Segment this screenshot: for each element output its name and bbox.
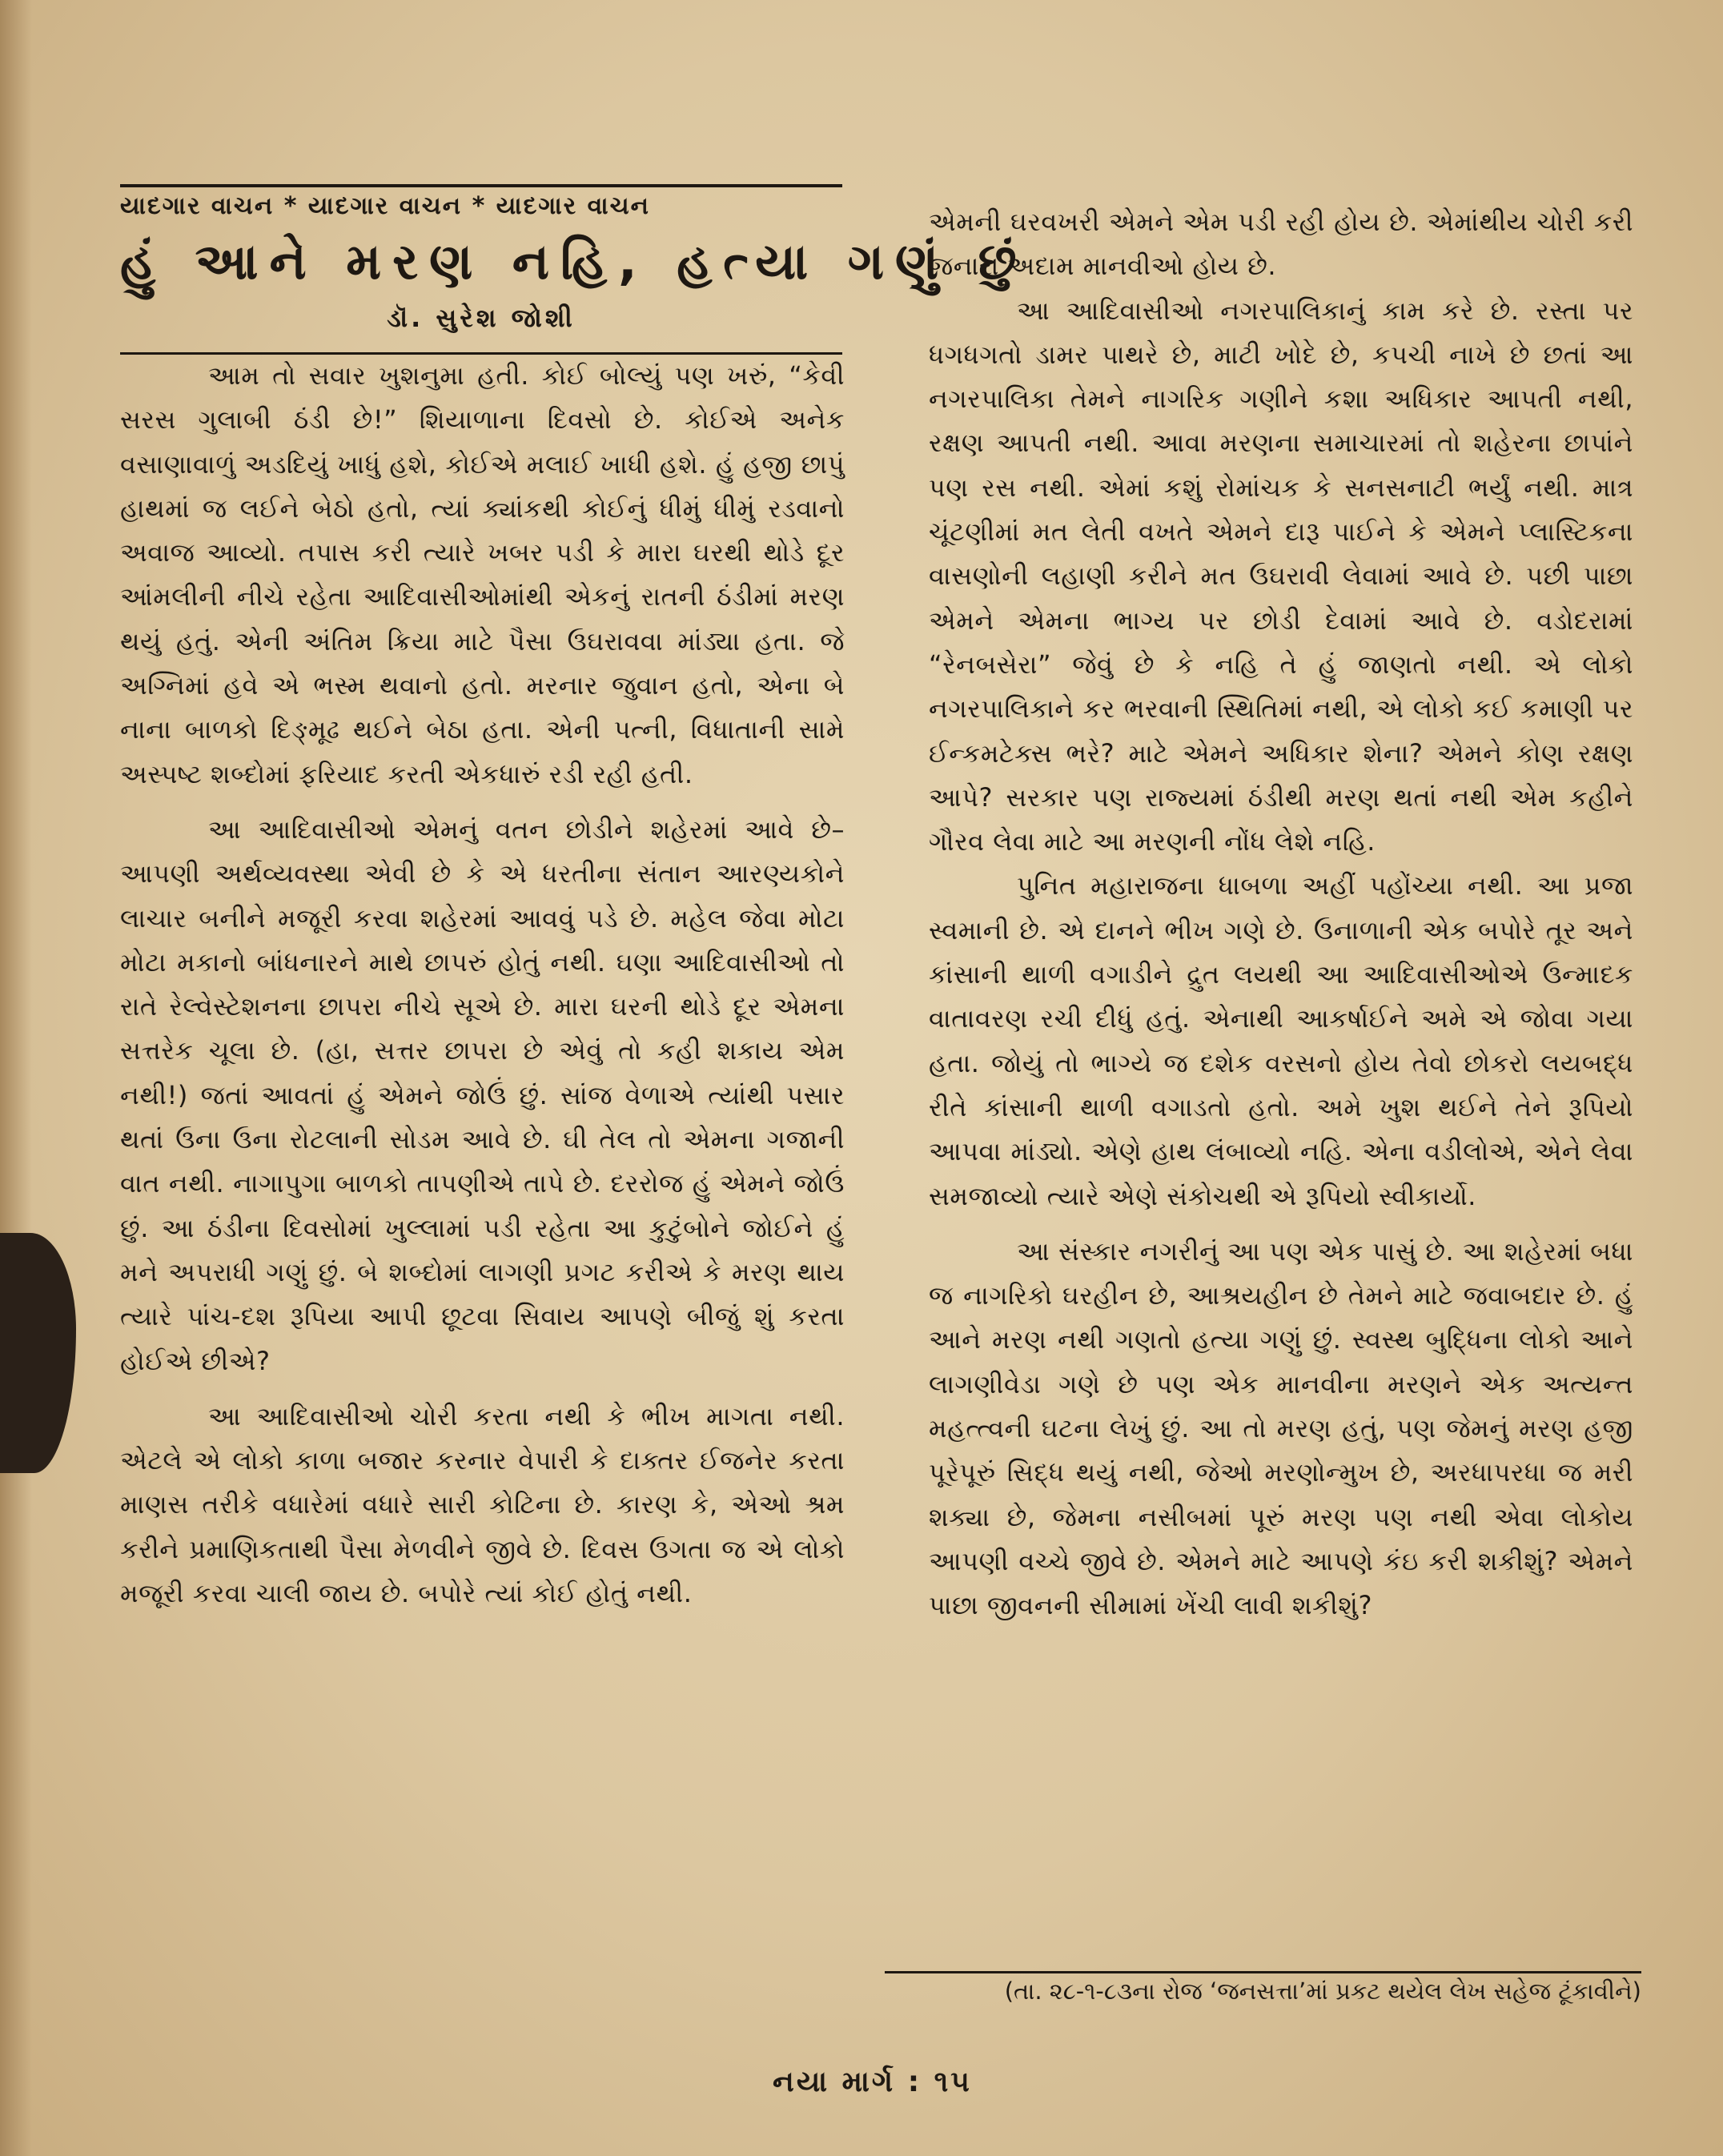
- page-footer: નયા માર્ગ : ૧૫: [773, 2066, 972, 2098]
- paragraph: પુનિત મહારાજના ધાબળા અહીં પહોંચ્યા નથી. આ પ્રજા સ્વમાની છે. એ દાનને ભીખ ગણે છે. ઉનાળાની એક બપોરે તૂર અને કાંસાની થાળી વગાડીને દ્રુત લયથી આ આદિવાસીઓએ ઉન્માદક વાતાવરણ રચી દીધું હતું. એનાથી આકર્ષાઈને અમે એ જોવા ગયા હતા. જોયું તો ભાગ્યે જ દશેક વરસનો હોય તેવો છોકરો લયબદ્ધ રીતે કાંસાની થાળી વગાડતો હતો. અમે ખુશ થઈને તેને રૂપિયો આપવા માંડ્યો. એણે હાથ લંબાવ્યો નહિ. એના વડીલોએ, એને લેવા સમજાવ્યો ત્યારે એણે સંકોચથી એ રૂપિયો સ્વીકાર્યો.: [929, 870, 1633, 1211]
- author-byline: ડૉ. સુરેશ જોશી: [387, 303, 576, 333]
- series-label: યાદગાર વાચન * યાદગાર વાચન * યાદગાર વાચન: [120, 192, 651, 220]
- paragraph: આમ તો સવાર ખુશનુમા હતી. કોઈ બોલ્યું પણ ખરું, “કેવી સરસ ગુલાબી ઠંડી છે!” શિયાળાના દિવસો છે. કોઈએ અનેક વસાણાવાળું અડદિયું ખાધું હશે, કોઈએ મલાઈ ખાધી હશે. હું હજી છાપું હાથમાં જ લઈને બેઠો હતો, ત્યાં ક્યાંકથી કોઈનું ધીમું ધીમું રડવાનો અવાજ આવ્યો. તપાસ કરી ત્યારે ખબર પડી કે મારા ઘરથી થોડે દૂર આંમલીની નીચે રહેતા આદિવાસીઓમાંથી એકનું રાતની ઠંડીમાં મરણ થયું હતું. એની અંતિમ ક્રિયા માટે પૈસા ઉઘરાવવા માંડ્યા હતા. જે અગ્નિમાં હવે એ ભસ્મ થવાનો હતો. મરનાર જુવાન હતો, એના બે નાના બાળકો દિઙ્મૂઢ થઈને બેઠા હતા. એની પત્ની, વિધાતાની સામે અસ્પષ્ટ શબ્દોમાં ફરિયાદ કરતી એકધારું રડી રહી હતી.: [120, 360, 845, 789]
- paragraph: આ આદિવાસીઓ ચોરી કરતા નથી કે ભીખ માગતા નથી. એટલે એ લોકો કાળા બજાર કરનાર વેપારી કે દાક્તર ઈજનેર કરતા માણસ તરીકે વધારેમાં વધારે સારી કોટિના છે. કારણ કે, એઓ શ્રમ કરીને પ્રમાણિકતાથી પૈસા મેળવીને જીવે છે. દિવસ ઉગતા જ એ લોકો મજૂરી કરવા ચાલી જાય છે. બપોરે ત્યાં કોઈ હોતું નથી.: [120, 1400, 845, 1609]
- left-column: [120, 354, 845, 1616]
- torn-edge: [0, 1233, 76, 1473]
- article-title: હું આને મરણ નહિ, હત્યા ગણું છું: [120, 232, 1028, 291]
- footnote-rule: [885, 1971, 1641, 1973]
- paragraph: આ સંસ્કાર નગરીનું આ પણ એક પાસું છે. આ શહેરમાં બધા જ નાગરિકો ઘરહીન છે, આશ્રયહીન છે તેમને માટે જવાબદાર છે. હું આને મરણ નથી ગણતો હત્યા ગણું છું. સ્વસ્થ બુદ્ધિના લોકો આને લાગણીવેડા ગણે છે પણ એક માનવીના મરણને એક અત્યન્ત મહત્ત્વની ઘટના લેખું છું. આ તો મરણ હતું, પણ જેમનું મરણ હજી પૂરેપૂરું સિદ્ધ થયું નથી, જેઓ મરણોન્મુખ છે, અરધાપરધા જ મરી શક્યા છે, જેમના નસીબમાં પૂરું મરણ પણ નથી એવા લોકોય આપણી વચ્ચે જીવે છે. એમને માટે આપણે કંઇ કરી શકીશું? એમને પાછા જીવનની સીમામાં ખેંચી લાવી શકીશું?: [929, 1235, 1633, 1621]
- header-rule: [120, 184, 842, 187]
- paragraph: આ આદિવાસીઓ એમનું વતન છોડીને શહેરમાં આવે છે–આપણી અર્થવ્યવસ્થા એવી છે કે એ ધરતીના સંતાન આરણ્યકોને લાચાર બનીને મજૂરી કરવા શહેરમાં આવવું પડે છે. મહેલ જેવા મોટા મોટા મકાનો બાંધનારને માથે છાપરું હોતું નથી. ઘણા આદિવાસીઓ તો રાતે રેલ્વેસ્ટેશનના છાપરા નીચે સૂએ છે. મારા ઘરની થોડે દૂર એમના સત્તરેક ચૂલા છે. (હા, સત્તર છાપરા છે એવું તો કહી શકાય એમ નથી!) જતાં આવતાં હું એમને જોઉં છું. સાંજ વેળાએ ત્યાંથી પસાર થતાં ઉના ઉના રોટલાની સોડમ આવે છે. ઘી તેલ તો એમના ગજાની વાત નથી. નાગાપુગા બાળકો તાપણીએ તાપે છે. દરરોજ હું એમને જોઉં છું. આ ઠંડીના દિવસોમાં ખુલ્લામાં પડી રહેતા આ કુટુંબોને જોઈને હું મને અપરાધી ગણું છું. બે શબ્દોમાં લાગણી પ્રગટ કરીએ કે મરણ થાય ત્યારે પાંચ-દશ રૂપિયા આપી છૂટવા સિવાય આપણે બીજું શું કરતા હોઈએ છીએ?: [120, 813, 845, 1376]
- source-footnote: (તા. ૨૮-૧-૮૩ના રોજ ‘જનસત્તા’માં પ્રકટ થયેલ લેખ સહેજ ટૂંકાવીને): [1004, 1977, 1641, 2005]
- paragraph: આ આદિવાસીઓ નગરપાલિકાનું કામ કરે છે. રસ્તા પર ધગધગતો ડામર પાથરે છે, માટી ખોદે છે, કપચી નાખે છે છતાં આ નગરપાલિકા તેમને નાગરિક ગણીને કશા અધિકાર આપતી નથી, રક્ષણ આપતી નથી. આવા મરણના સમાચારમાં તો શહેરના છાપાંને પણ રસ નથી. એમાં કશું રોમાંચક કે સનસનાટી ભર્યું નથી. માત્ર ચૂંટણીમાં મત લેતી વખતે એમને દારૂ પાઈને કે એમને પ્લાસ્ટિકના વાસણોની લહાણી કરીને મત ઉઘરાવી લેવામાં આવે છે. પછી પાછા એમને એમના ભાગ્ય પર છોડી દેવામાં આવે છે. વડોદરામાં “રેનબસેરા” જેવું છે કે નહિ તે હું જાણતો નથી. એ લોકો નગરપાલિકાને કર ભરવાની સ્થિતિમાં નથી, એ લોકો કઈ કમાણી પર ઈન્કમટેક્સ ભરે? માટે એમને અધિકાર શેના? એમને કોણ રક્ષણ આપે? સરકાર પણ રાજ્યમાં ઠંડીથી મરણ થતાં નથી એમ કહીને ગૌરવ લેવા માટે આ મરણની નોંધ લેશે નહિ.: [929, 295, 1633, 857]
- paragraph: એમની ઘરવખરી એમને એમ પડી રહી હોય છે. એમાંથીય ચોરી કરી જનારા અદામ માનવીઓ હોય છે.: [929, 207, 1633, 282]
- right-column: [929, 200, 1633, 1628]
- aged-paper-edge: [0, 0, 32, 2156]
